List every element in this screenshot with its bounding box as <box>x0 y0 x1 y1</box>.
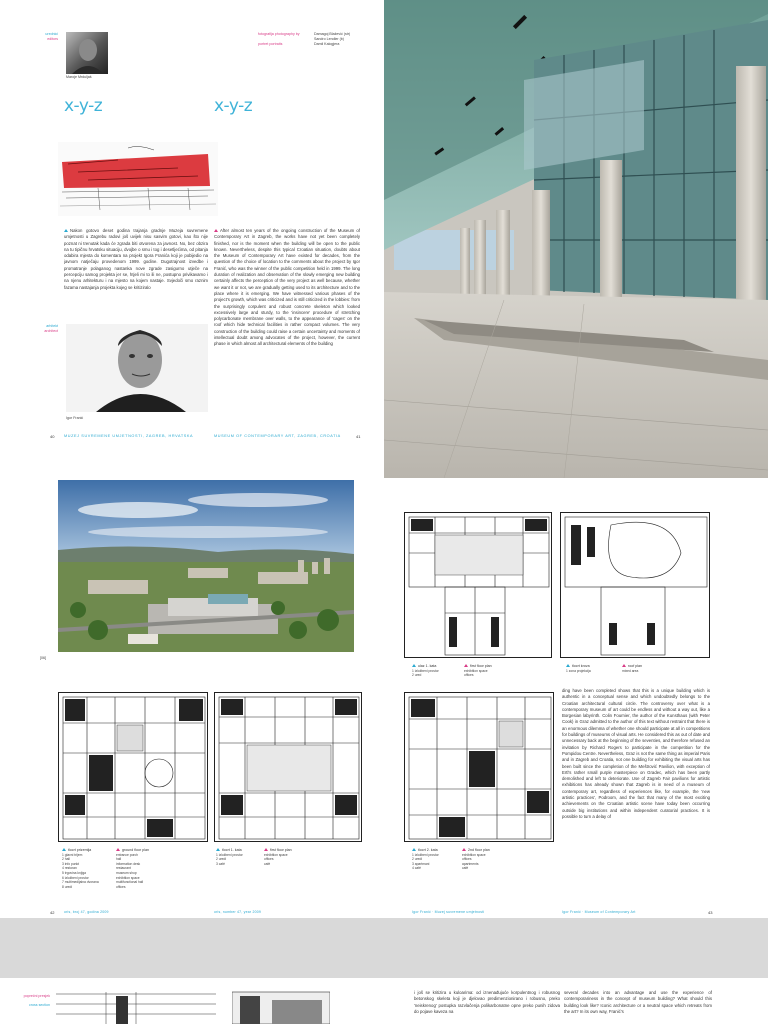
roof-plan <box>560 512 710 658</box>
floor-plan-first <box>404 512 552 658</box>
floor-plan-ground <box>58 692 208 842</box>
caption-item: apartments <box>462 861 479 866</box>
article-continuation-english <box>562 688 710 880</box>
caption-item: exhibition space <box>264 852 288 857</box>
footer-right: MUSEUM OF CONTEMPORARY ART, ZAGREB, CROATIA <box>214 434 341 438</box>
spread3-croatian-text <box>414 990 560 1024</box>
caption-title: first floor plan <box>470 664 492 668</box>
photo-credit-values <box>314 32 374 47</box>
marker-icon <box>264 848 268 851</box>
floor-plan-second-drawing <box>405 693 554 842</box>
caption-item: offices <box>116 884 126 889</box>
caption-item: offices <box>264 857 274 862</box>
paragraph-marker-icon <box>214 229 218 232</box>
editor-caption: Maroje Mrduljaš <box>66 75 92 79</box>
caption-title: tlocrt krova <box>572 664 590 668</box>
caption-item: 7 multimedijalna dvorana <box>62 880 99 885</box>
caption-item: hall <box>116 857 122 862</box>
architect-label-cro: arhitekt <box>46 324 58 328</box>
cross-section-drawing-right <box>232 990 330 1024</box>
caption-title: first floor plan <box>270 848 292 852</box>
caption-item: 1 izložbeni prostor <box>412 852 439 857</box>
floor-plan-first-large <box>214 692 362 842</box>
aerial-photo-drawing <box>58 480 354 652</box>
marker-icon <box>464 664 468 667</box>
caption-item: entrance porch <box>116 852 138 857</box>
caption-item: offices <box>464 673 474 678</box>
photo-value-2: Sandro Lendler (b) <box>314 37 344 41</box>
article-column-english <box>214 228 360 420</box>
architect-portrait <box>66 324 208 412</box>
floor-plan-ground-drawing <box>59 693 208 842</box>
caption-item: 5 trgovina knjiga <box>62 870 87 875</box>
museum-photo <box>384 0 768 478</box>
caption-item: 1 glavni trijem <box>62 852 83 857</box>
first-large-caption-eng <box>264 848 324 866</box>
article-column-croatian <box>64 228 208 320</box>
caption-item: exhibition space <box>462 852 486 857</box>
sketch-drawing <box>58 142 218 216</box>
caption-title: roof plan <box>628 664 642 668</box>
caption-item: offices <box>462 857 472 862</box>
floor-plan-second <box>404 692 554 842</box>
caption-item: café <box>264 861 271 866</box>
architect-sketch <box>58 142 218 216</box>
footer-2: oris, number 47, year 2009 <box>214 910 262 914</box>
ground-caption-cro <box>62 848 122 889</box>
museum-photo-drawing <box>384 0 768 478</box>
editors-label <box>40 32 58 42</box>
caption-title: ground floor plan <box>122 848 149 852</box>
page-number-right: 41 <box>356 434 361 439</box>
architect-label-eng: architect <box>44 329 58 333</box>
caption-item: 2 hall <box>62 857 70 862</box>
caption-title: tlocrt prizemlja <box>68 848 92 852</box>
paragraph-marker-icon <box>64 229 68 232</box>
architect-caption: Igor Franić <box>66 416 84 420</box>
architect-portrait-figure <box>66 324 208 412</box>
photo-credit-labels <box>258 32 318 47</box>
photo-label-1: fotografija photography by <box>258 32 300 36</box>
caption-item: café <box>462 866 469 871</box>
caption-item: information desk <box>116 861 141 866</box>
roof-caption-eng <box>622 664 682 673</box>
caption-item: 1 izložbeni prostor <box>412 668 439 673</box>
caption-item: restaurant <box>116 866 131 871</box>
caption-item: 1 izložbeni prostor <box>216 852 243 857</box>
footer-1: oris, broj 47, godina 2009 <box>64 910 109 914</box>
cross-section-drawing-left <box>56 992 216 1024</box>
croatian-text: Nakon gotovo deset godina trajanja gradnje Muzeja suvremene umjetnosti u Zagrebu radovi još uvijek nisu sasvim gotovi, kao što nije poznat ni trenutak kada će zgrada biti otvorena za javnost. No, bez obzira na tu tipičnu hrvatsku situaciju, dvojbe o smu i tog i desetljećima, od pitanja odabira mjesta do komentara na projekt Igora Franića koji je pobijedio na javnom natječaju provedenom 1999. godine. Dugotrajnost izvedbe i promatranje polaganog nastanka nove zgrade zasigurno utječe na percepciju samog projekta jer se, htjeli mi to ili ne, postupno privikavamo i na njenu arhitekturu i na mjesto na kojem nastaje. Svjedoči smo raznim fazama nastajanja projekta kojeg se kritiziralo <box>64 228 208 290</box>
caption-item: 2 uredi <box>412 857 423 862</box>
first-floor-caption-cro <box>412 664 472 678</box>
architect-label <box>40 324 58 334</box>
caption-item: 4 café <box>412 866 421 871</box>
marker-icon <box>116 848 120 851</box>
page-number-left: 42 <box>50 910 55 915</box>
photo-value-3: Damil Kalogjera <box>314 42 340 46</box>
title-right: x-y-z <box>214 96 253 116</box>
continuation-text: ding have been completed shows that this is a unique building which is authentic in a conceptual sense and which undoubtedly belongs to the Croatian architectural cultural circle. The controversy over what is a contemporary museum of art could be endless and without a way out, like a Borgesian labyrinth. Colin Fournier, the author of the Kunsthaus (with Peter Cook) in Graz admitted to the author of this text without restraint that there is an enormous dilemma of whether one should participate at all in competitions for buildings of museums of visual arts. He considered this as out of date and unnecessary back at the beginning of the seventies, and therefore refused an invitation by Richard Rogers to participate in the competition for the Pompidou Centre. Nevertheless, Graz is not the same thing as imperial Paris and in Zagreb and Croatia, not one building for exhibiting the visual arts has been built since the completion of the Meštrović Pavilion, with exception of Ertl's rather small purple masterpiece on Gradec, which has been partly demolished and left to deteriorate. Use of Zagreb Fair pavilions for artistic exhibitions has already shown that Zagreb is in need of a museum of contemporary art, regardless of experiences like, for example, the 'new artistic practices', Podroom, and the fact that many of the most exciting achievements on the Croatian artistic scene have today been occurring outside big institutions and within independent curatorial practices. It is possible to turn a delay of <box>562 688 710 819</box>
editors-label-eng: editors <box>47 37 58 41</box>
editor-portrait-figure <box>66 32 108 74</box>
spread-1 <box>0 0 768 478</box>
caption-item: exhibition space <box>464 668 488 673</box>
marker-icon <box>216 848 220 851</box>
floor-plan-first-large-drawing <box>215 693 362 842</box>
section-label-eng: cross section <box>29 1003 50 1007</box>
caption-item: multifunctional hall <box>116 880 144 885</box>
english-text: After almost ten years of the ongoing construction of the Museum of Contemporary Art in Zagreb, the works have not yet been completely finished, nor is the moment when the building will be open to the public known. Nevertheless, despite this typical Croatian situation, doubts about the Museum of Contemporary Art have existed for decades, from the question of the choice of location to the comments about the project by Igor Franić, who was the winner of the public competition held in 1999. The long duration of realization and observation of the slowly emerging new building certainly affects the perception of the very project as well because, whether we want it or not, we are gradually getting used to its architecture and to the place where it is emerging. We have witnessed various phases of the project's growth, which was criticized and is still criticized in the lobbies: from the surprisingly corpulent and robust concrete skeleton which looked excessively large and sturdy, to the 'insincere' procedure of stretching polycarbonate membrane over walls, to the appearance of 'cages' on the roof which hide technical facilities in rather compact volumes. The very construction of the building could raise a certain uncertainty and moments of intellectual doubt among advocates of the project, however, the current phase in which almost all architectural elements of the building <box>214 228 360 347</box>
editor-portrait <box>66 32 108 74</box>
marker-icon <box>412 848 416 851</box>
editors-label-cro: urednici <box>45 32 58 36</box>
section-labels <box>16 994 50 1008</box>
page-number-left: 40 <box>50 434 55 439</box>
footer-3: Igor Franić · Muzej suvremene umjetnosti <box>412 910 485 914</box>
footer-left: MUZEJ SUVREMENE UMJETNOSTI, ZAGREB, HRVATSKA <box>64 434 194 438</box>
caption-item: 1 zona projekcija <box>566 668 591 673</box>
spread-3 <box>0 978 768 1024</box>
spread3-english-text <box>564 990 712 1024</box>
caption-title: tlocrt 2. kata <box>418 848 438 852</box>
photo-label-2: portret portraits <box>258 42 283 46</box>
caption-item: 3 info punkt <box>62 861 80 866</box>
caption-title: tlocrt 1. kata <box>222 848 242 852</box>
photo-value-1: Damagoj Blažević (str) <box>314 32 351 36</box>
caption-item: museum shop <box>116 870 137 875</box>
caption-item: 2 uredi <box>216 857 227 862</box>
ground-caption-eng <box>116 848 176 889</box>
caption-item: 8 uredi <box>62 884 73 889</box>
roof-caption-cro <box>566 664 626 673</box>
floor-plan-first-drawing <box>405 513 552 658</box>
marker-icon <box>622 664 626 667</box>
caption-item: 4 restoran <box>62 866 77 871</box>
spread-2 <box>0 478 768 918</box>
marker-icon <box>62 848 66 851</box>
aerial-label: [06] <box>40 656 46 660</box>
spread3-text-b: several decades into an advantage and use the experience of contemporariness in the concept of museum building? What should this building look like? Iconic architecture or a neutral space which retreats from the art? In its own way, Franić's <box>564 990 712 1014</box>
caption-item: mixed area <box>622 668 639 673</box>
footer-4: Igor Franić · Museum of Contemporary Art <box>562 910 636 914</box>
caption-item: 6 izložbeni prostor <box>62 875 89 880</box>
caption-item: exhibition space <box>116 875 140 880</box>
title-left: x-y-z <box>64 96 103 116</box>
marker-icon <box>412 664 416 667</box>
section-label-cro: poprečni presjek <box>23 994 50 998</box>
aerial-photo <box>58 480 354 652</box>
caption-item: 2 ured <box>412 673 422 678</box>
roof-plan-drawing <box>561 513 710 658</box>
spread3-text-a: i još se kritizira u kuloarima: od iznenađujuće korpulentnog i robusnog betonskog skeleta koji je djelovao predimenzionirano i robusno, preko 'neiskrenog' postupka razvlačenja polikarbonatne opne preko punih zidova do pojave kaveza na <box>414 990 560 1014</box>
caption-item: 3 apartmani <box>412 861 430 866</box>
second-caption-eng <box>462 848 522 871</box>
marker-icon <box>566 664 570 667</box>
caption-title: 2nd floor plan <box>468 848 490 852</box>
page-number-right: 43 <box>708 910 713 915</box>
caption-item: 3 café <box>216 861 225 866</box>
caption-title: ulaz 1. kata <box>418 664 437 668</box>
first-floor-caption-eng <box>464 664 524 678</box>
marker-icon <box>462 848 466 851</box>
